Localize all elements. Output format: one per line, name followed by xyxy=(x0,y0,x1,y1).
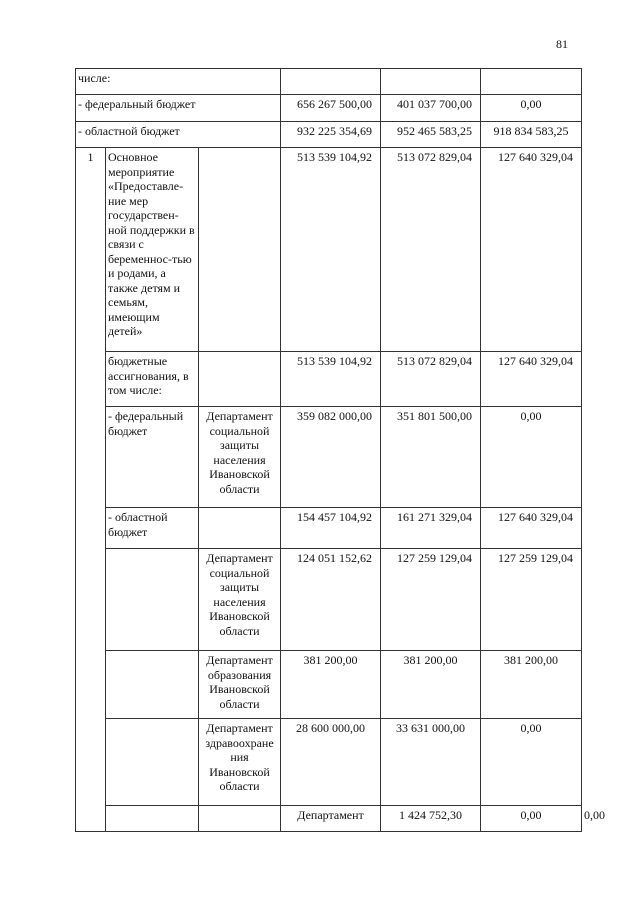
value-cell: 127 640 329,04 xyxy=(481,352,582,407)
value-cell: 656 267 500,00 xyxy=(281,95,381,122)
row-name: - областной бюджет xyxy=(106,508,199,549)
value-cell: 124 051 152,62 xyxy=(281,549,381,651)
cell-empty xyxy=(106,651,199,719)
activity-name: Основное мероприятие «Предоставле-ние мер государствен-ной поддержки в связи с беременнос-тью и родами, а также детям и семьям, имеющим детей» xyxy=(106,148,199,352)
table-row xyxy=(76,719,582,806)
table-row xyxy=(76,95,582,122)
table-row xyxy=(76,508,582,549)
cell-empty xyxy=(199,352,281,407)
cell-empty xyxy=(381,69,481,95)
value-cell: 127 259 129,04 xyxy=(481,549,582,651)
value-cell: 513 072 829,04 xyxy=(381,148,481,352)
table-row xyxy=(76,407,582,508)
value-cell: 401 037 700,00 xyxy=(381,95,481,122)
value-cell: 127 640 329,04 xyxy=(481,508,582,549)
row-name: - федеральный бюджет xyxy=(106,407,199,508)
cell-empty xyxy=(199,806,281,832)
value-cell: 161 271 329,04 xyxy=(381,508,481,549)
value-cell: 381 200,00 xyxy=(481,651,582,719)
executor-cell: Департамент образования Ивановской области xyxy=(199,651,281,719)
value-cell: 0,00 xyxy=(481,806,582,832)
value-cell: 154 457 104,92 xyxy=(281,508,381,549)
table-row xyxy=(76,122,582,148)
cell-empty xyxy=(481,69,582,95)
value-cell: 0,00 xyxy=(481,719,582,806)
value-cell: 381 200,00 xyxy=(381,651,481,719)
value-cell: 351 801 500,00 xyxy=(381,407,481,508)
row-label: - областной бюджет xyxy=(76,122,281,148)
cell-empty xyxy=(106,806,199,832)
table-row xyxy=(76,651,582,719)
page-number: 81 xyxy=(556,37,568,51)
budget-table xyxy=(75,68,606,832)
value-cell: 513 539 104,92 xyxy=(281,148,381,352)
cell-empty xyxy=(199,148,281,352)
item-number: 1 xyxy=(76,148,106,832)
cell-empty xyxy=(106,549,199,651)
value-cell: 28 600 000,00 xyxy=(281,719,381,806)
value-cell: 127 640 329,04 xyxy=(481,148,582,352)
value-cell: 513 539 104,92 xyxy=(281,352,381,407)
value-cell: 932 225 354,69 xyxy=(281,122,381,148)
row-label: числе: xyxy=(76,69,281,95)
value-cell: 359 082 000,00 xyxy=(281,407,381,508)
cell-empty xyxy=(281,69,381,95)
table-row xyxy=(76,69,582,95)
executor-cell: Департамент здравоохране ния Ивановской области xyxy=(199,719,281,806)
value-cell: 0,00 xyxy=(481,407,582,508)
value-cell: 513 072 829,04 xyxy=(381,352,481,407)
value-cell: 1 424 752,30 xyxy=(381,806,481,832)
table-row: Департамент 1 424 752,30 0,00 0,00 xyxy=(76,806,582,832)
cell-empty xyxy=(199,508,281,549)
row-name: бюджетные ассигнования, в том числе: xyxy=(106,352,199,407)
value-cell: 381 200,00 xyxy=(281,651,381,719)
table-row xyxy=(76,549,582,651)
executor-cell: Департамент социальной защиты населения Ивановской области xyxy=(199,549,281,651)
value-cell: 918 834 583,25 xyxy=(481,122,582,148)
value-cell: 0,00 xyxy=(481,95,582,122)
table-row xyxy=(76,352,582,407)
table-row xyxy=(76,148,582,352)
cell-empty xyxy=(106,719,199,806)
value-cell: 127 259 129,04 xyxy=(381,549,481,651)
row-label: - федеральный бюджет xyxy=(76,95,281,122)
executor-cell: Департамент социальной защиты населения Ивановской области xyxy=(199,407,281,508)
value-cell: 33 631 000,00 xyxy=(381,719,481,806)
value-cell: 952 465 583,25 xyxy=(381,122,481,148)
executor-cell: Департамент xyxy=(281,806,381,832)
